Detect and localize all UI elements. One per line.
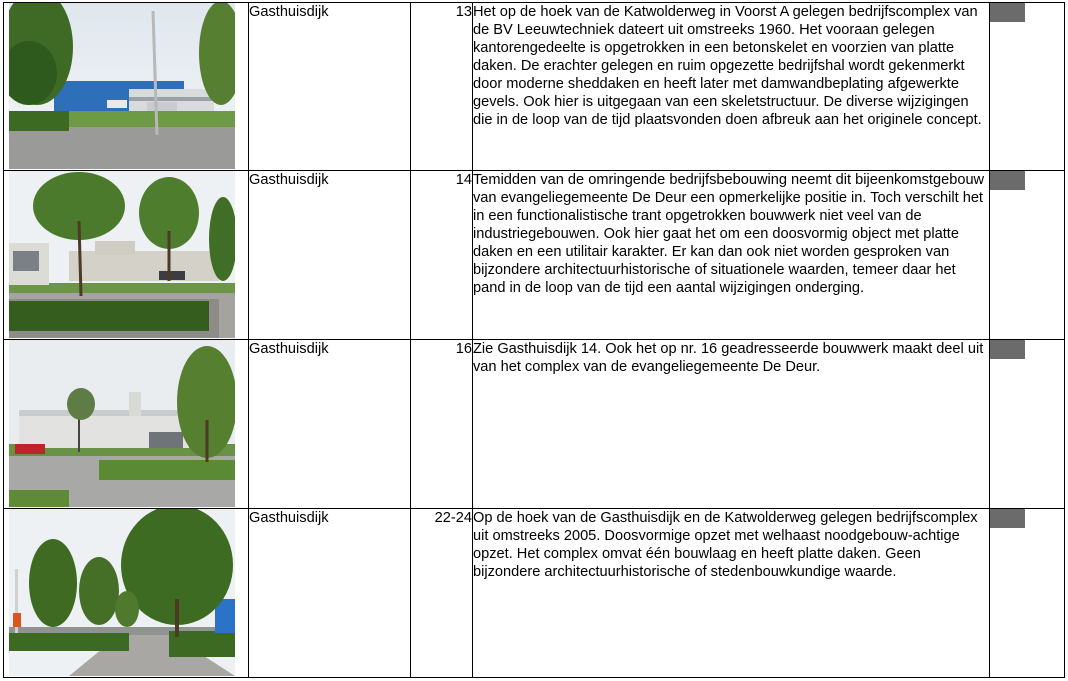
street-cell: Gasthuisdijk xyxy=(249,171,411,340)
description-cell: Het op de hoek van de Katwolderweg in Voorst A gelegen bedrijfscomplex van de BV Leeuwtechniek dateert uit omstreeks 1960. Het vooraan gelegen kantorengedeelte is opgetrokken in een betonskelet en voorzien van platte daken. De erachter gelegen en ruim opgezette bedrijfshal wordt gekenmerkt door moderne sheddaken en heeft later met damwandbeplating afgewerkte gevels. Ook hier is uitgegaan van een skeletstructuur. De diverse wijzigingen die in de loop van de tijd plaatsvonden doen afbreuk aan het originele concept. xyxy=(473,3,990,171)
rating-marker xyxy=(990,509,1025,528)
table-row xyxy=(4,3,1065,171)
building-photo xyxy=(9,3,235,169)
house-number-cell: 16 xyxy=(411,340,473,509)
street-cell: Gasthuisdijk xyxy=(249,340,411,509)
building-photo xyxy=(9,340,235,507)
photo-cell xyxy=(4,509,249,678)
marker-cell xyxy=(990,3,1065,171)
description-cell: Op de hoek van de Gasthuisdijk en de Katwolderweg gelegen bedrijfscomplex uit omstreeks 2005. Doosvormige opzet met welhaast noodgebouw-achtige opzet. Het complex omvat één bouwlaag en heeft platte daken. Geen bijzondere architectuurhistorische of stedenbouwkundige waarde. xyxy=(473,509,990,678)
marker-cell xyxy=(990,171,1065,340)
photo-cell xyxy=(4,3,249,171)
rating-marker xyxy=(990,171,1025,190)
street-cell: Gasthuisdijk xyxy=(249,509,411,678)
building-photo xyxy=(9,171,235,338)
house-number-cell: 13 xyxy=(411,3,473,171)
table-row xyxy=(4,171,1065,340)
rating-marker xyxy=(990,3,1025,22)
inventory-table xyxy=(3,2,1065,678)
table-row xyxy=(4,340,1065,509)
description-cell: Temidden van de omringende bedrijfsbebouwing neemt dit bijeenkomstgebouw van evangeliegemeente De Deur een opmerkelijke positie in. Toch verschilt het in een functionalistische trant opgetrokken bouwwerk niet veel van de industriegebouwen. Ook hier gaat het om een doosvormig object met platte daken en een utilitair karakter. Er kan dan ook niet worden gesproken van bijzondere architectuurhistorische of situationele waarden, temeer daar het pand in de loop van de tijd een aantal wijzigingen onderging. xyxy=(473,171,990,340)
photo-cell xyxy=(4,171,249,340)
table-row xyxy=(4,509,1065,678)
description-cell: Zie Gasthuisdijk 14. Ook het op nr. 16 geadresseerde bouwwerk maakt deel uit van het complex van de evangeliegemeente De Deur. xyxy=(473,340,990,509)
house-number-cell: 14 xyxy=(411,171,473,340)
house-number-cell: 22-24 xyxy=(411,509,473,678)
marker-cell xyxy=(990,340,1065,509)
street-photo xyxy=(9,509,235,676)
street-cell: Gasthuisdijk xyxy=(249,3,411,171)
photo-cell xyxy=(4,340,249,509)
marker-cell xyxy=(990,509,1065,678)
rating-marker xyxy=(990,340,1025,359)
